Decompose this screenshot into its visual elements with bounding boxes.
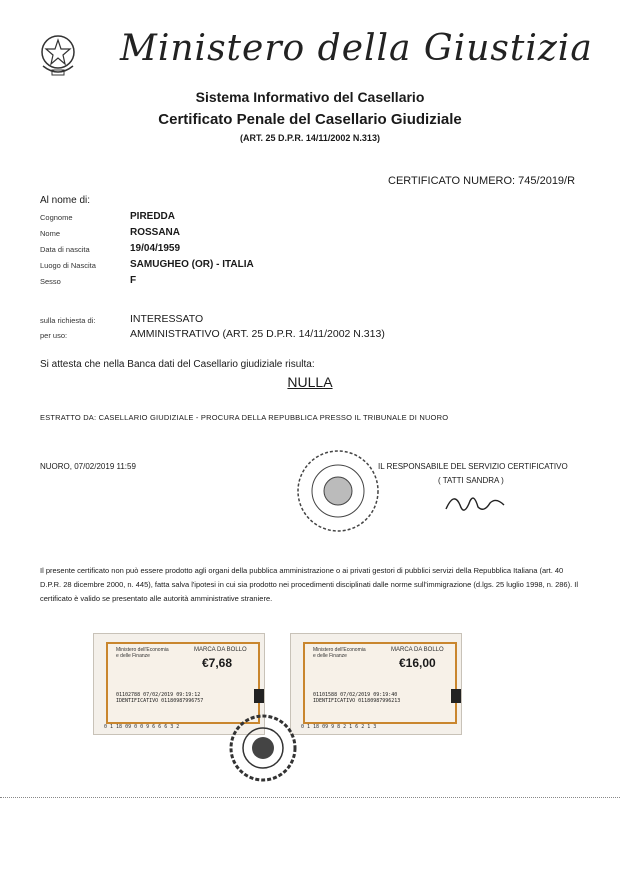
field-value-birthplace: SAMUGHEO (OR) - ITALIA <box>130 259 254 270</box>
republic-emblem-icon <box>37 30 79 78</box>
cancellation-seal-icon <box>228 713 298 783</box>
place-date: NUORO, 07/02/2019 11:59 <box>40 462 136 471</box>
result-text: NULLA <box>287 374 333 390</box>
stamp-code: 01101588 07/02/2019 09:19:40 IDENTIFICATIVO 01180987996213 <box>313 692 401 704</box>
legal-notice: Il presente certificato non può essere prodotto agli organi della pubblica amministrazione o ai privati gestori di pubblici servizi della Repubblica Italiana (art. 40 D.P.R. 28 dicembre 2000, n. 445), fatta salva l'ipotesi in cui sia prodotto nei procedimenti disciplinati dalle norme sull'immigrazione (d.lgs. 25 luglio 1998, n. 286). Il certificato è valido se presentato alle autorità amministrative straniere. <box>40 566 579 603</box>
request-by-value: INTERESSATO <box>130 313 204 325</box>
stamp-frame <box>106 642 260 724</box>
request-use-label: per uso: <box>40 331 68 340</box>
official-seal-icon <box>295 448 381 534</box>
field-value-surname: PIREDDA <box>130 211 176 222</box>
stamp-frame <box>303 642 457 724</box>
attestation-text: Si attesta che nella Banca dati del Casellario giudiziale risulta: <box>40 359 315 370</box>
responsible-name: ( TATTI SANDRA ) <box>438 476 504 485</box>
field-label-name: Nome <box>40 229 61 238</box>
extract-source: ESTRATTO DA: CASELLARIO GIUDIZIALE - PROCURA DELLA REPUBBLICA PRESSO IL TRIBUNALE DI NUORO <box>40 413 449 422</box>
stamp-label: MARCA DA BOLLO <box>194 647 247 653</box>
stamp-label: MARCA DA BOLLO <box>391 647 444 653</box>
stamp-hologram-icon <box>451 689 461 703</box>
request-use-value: AMMINISTRATIVO (ART. 25 D.P.R. 14/11/2002 N.313) <box>130 328 385 340</box>
field-label-sex: Sesso <box>40 277 61 286</box>
stamp-code: 01102788 07/02/2019 09:19:12 IDENTIFICATIVO 01180987996757 <box>116 692 204 704</box>
result-value <box>0 374 620 390</box>
field-label-birthdate: Data di nascita <box>40 245 90 254</box>
revenue-stamp-2 <box>290 633 462 735</box>
stamp-hologram-icon <box>254 689 264 703</box>
responsible-title: IL RESPONSABILE DEL SERVIZIO CERTIFICATIVO <box>378 462 568 471</box>
request-by-label: sulla richiesta di: <box>40 316 96 325</box>
page-divider <box>0 797 620 799</box>
law-reference: (ART. 25 D.P.R. 14/11/2002 N.313) <box>240 133 380 143</box>
signature-icon <box>440 487 510 519</box>
system-title: Sistema Informativo del Casellario <box>195 89 425 105</box>
stamp-amount: €16,00 <box>399 656 436 670</box>
field-label-surname: Cognome <box>40 213 73 222</box>
field-value-sex: F <box>130 275 137 286</box>
field-label-birthplace: Luogo di Nascita <box>40 261 96 270</box>
stamp-issuer: Ministero dell'Economia e delle Finanze <box>313 647 366 659</box>
ministry-title: Ministero della Giustizia <box>120 28 593 69</box>
certificate-number: CERTIFICATO NUMERO: 745/2019/R <box>388 175 576 187</box>
stamp-issuer: Ministero dell'Economia e delle Finanze <box>116 647 169 659</box>
stamp-barcode: 0 1 18 09 0 0 9 6 6 6 3 2 <box>104 724 180 730</box>
person-intro: Al nome di: <box>40 195 91 206</box>
certificate-title: Certificato Penale del Casellario Giudiziale <box>158 111 462 128</box>
field-value-name: ROSSANA <box>130 227 181 238</box>
stamp-amount: €7,68 <box>202 656 233 670</box>
field-value-birthdate: 19/04/1959 <box>130 243 181 254</box>
stamp-barcode: 0 1 18 09 9 8 2 1 6 2 1 3 <box>301 724 377 730</box>
